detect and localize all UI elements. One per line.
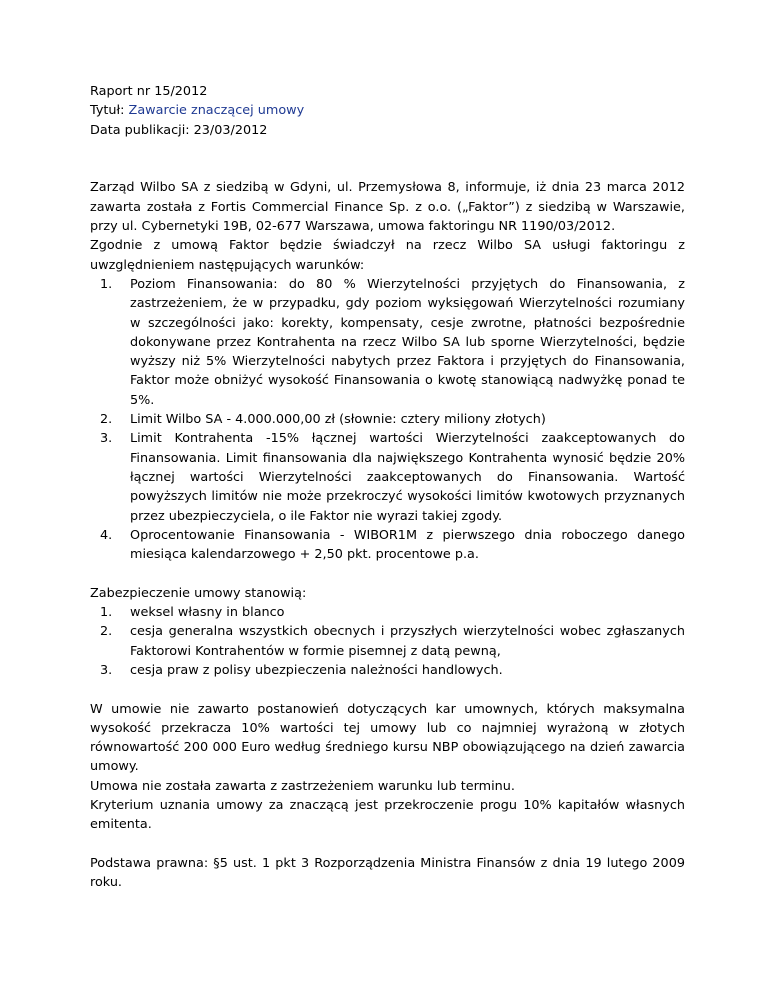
title-label: Tytuł: [90, 103, 129, 119]
list-item [90, 526, 685, 565]
list-item [90, 429, 685, 525]
list-number: 2. [100, 624, 113, 640]
list-item-text: weksel własny in blanco [130, 605, 285, 621]
spacer [90, 140, 685, 159]
list-item [90, 603, 685, 622]
list-item-text: cesja generalna wszystkich obecnych i przyszłych wierzytelności wobec zgłaszanych Faktorowi Kontrahentów w formie pisemnej z datą pewną, [130, 624, 685, 659]
list-number: 1. [100, 605, 113, 621]
list-item [90, 275, 685, 410]
conditions-paragraph: Umowa nie została zawarta z zastrzeżeniem warunku lub terminu. [90, 778, 515, 794]
terms-intro: Zgodnie z umową Faktor będzie świadczył na rzecz Wilbo SA usługi faktoringu z uwzględnieniem następujących warunków: [90, 238, 685, 273]
list-number: 2. [100, 412, 113, 428]
list-item [90, 410, 685, 429]
spacer [90, 564, 685, 583]
list-number: 1. [100, 276, 113, 292]
report-number: Raport nr 15/2012 [90, 84, 208, 99]
security-heading: Zabezpieczenie umowy stanowią: [90, 585, 307, 601]
report-title-line [90, 101, 685, 120]
list-item-text: cesja praw z polisy ubezpieczenia należności handlowych. [130, 662, 503, 678]
list-number: 3. [100, 662, 113, 678]
list-number: 4. [100, 527, 113, 543]
penalties-paragraph: W umowie nie zawarto postanowień dotyczących kar umownych, których maksymalna wysokość przekracza 10% wartości tej umowy lub co najmniej wyrażoną w złotych równowartość 200 000 Euro według średniego kursu NBP obowiązującego na dzień zawarcia umowy. [90, 701, 685, 775]
spacer [90, 835, 685, 854]
criterion-paragraph: Kryterium uznania umowy za znaczącą jest przekroczenie progu 10% kapitałów własnych emitenta. [90, 797, 685, 833]
list-item [90, 661, 685, 680]
legal-basis: Podstawa prawna: §5 ust. 1 pkt 3 Rozporządzenia Ministra Finansów z dnia 19 lutego 2009 roku. [90, 855, 685, 891]
document-page [90, 82, 685, 892]
intro-paragraph: Zarząd Wilbo SA z siedzibą w Gdyni, ul. Przemysłowa 8, informuje, iż dnia 23 marca 2012 zawarta została z Fortis Commercial Finance Sp. z o.o. („Faktor”) z siedzibą w Warszawie, przy ul. Cybernetyki 19B, 02-677 Warszawa, umowa faktoringu NR 1190/03/2012. [90, 180, 685, 235]
security-list [90, 603, 685, 680]
list-item [90, 622, 685, 661]
spacer [90, 159, 685, 178]
conditions-list [90, 275, 685, 564]
list-item-text: Poziom Finansowania: do 80 % Wierzytelności przyjętych do Finansowania, z zastrzeżeniem, że w przypadku, gdy poziom wyksięgowań Wierzytelności rozumiany w szczególności jako: korekty, kompensaty, cesje zwrotne, płatności bezpośrednie dokonywane przez Kontrahenta na rzecz Wilbo SA lub sporne Wierzytelności, będzie wyższy niż 5% Wierzytelności nabytych przez Faktora i przyjętych do Finansowania, Faktor może obniżyć wysokość Finansowania o kwotę stanowiącą nadwyżkę ponad te 5%. [130, 276, 685, 408]
publication-date: Data publikacji: 23/03/2012 [90, 122, 268, 138]
list-item-text: Limit Kontrahenta -15% łącznej wartości Wierzytelności zaakceptowanych do Finansowania. Limit finansowania dla największego Kontrahenta wynosić będzie 20% łącznej wartości Wierzytelności zaakceptowanych do Finansowania. Wartość powyższych limitów nie może przekroczyć wysokości limitów kwotowych przyznanych przez ubezpieczyciela, o ile Faktor nie wyrazi takiej zgody. [130, 431, 685, 524]
report-title[interactable]: Zawarcie znaczącej umowy [128, 103, 305, 119]
list-number: 3. [100, 431, 113, 447]
list-item-text: Limit Wilbo SA - 4.000.000,00 zł (słownie: cztery miliony złotych) [130, 412, 546, 428]
spacer [90, 680, 685, 699]
list-item-text: Oprocentowanie Finansowania - WIBOR1M z pierwszego dnia roboczego danego miesiąca kalendarzowego + 2,50 pkt. procentowe p.a. [130, 527, 685, 563]
